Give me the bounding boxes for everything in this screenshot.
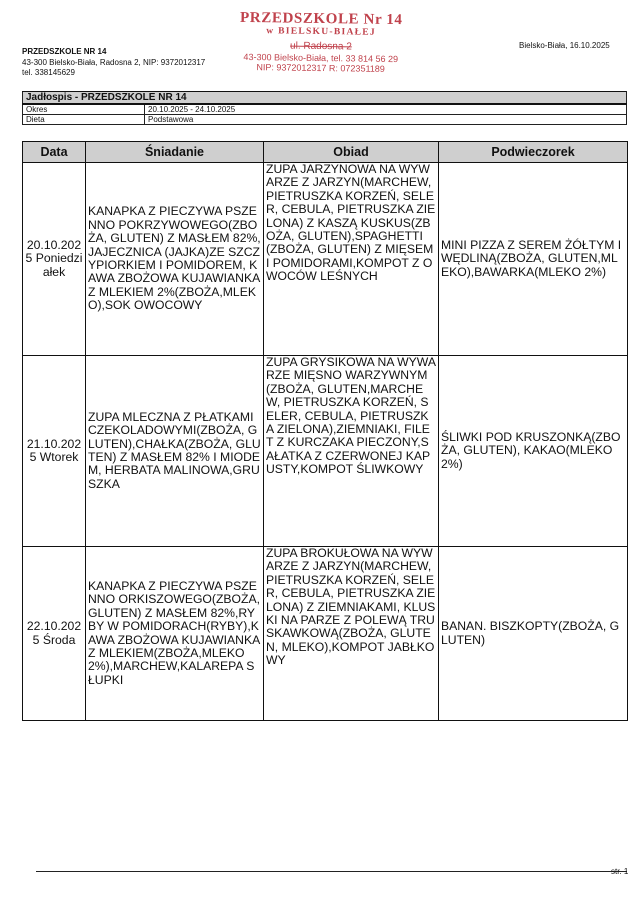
- lunch-cell: ZUPA JARZYNOWA NA WYWARZE Z JARZYN(MARCHEW, PIETRUSZKA KORZEŃ, SELER, CEBULA, PIETRUSZKA ZIELONA) Z KASZĄ KUSKUS(ZBOŻA, GLUTEN),SPAGHETTI (ZBOŻA, GLUTEN) Z MIĘSEM I POMIDORAMI,KOMPOT Z OWOCÓW LEŚNYCH: [264, 163, 439, 356]
- page-number: str. 1: [611, 867, 629, 876]
- header-address-block: [22, 47, 205, 79]
- day-date: 22.10.2025 Środa: [23, 547, 86, 721]
- table-row: [23, 163, 628, 356]
- diet-value: Podstawowa: [145, 115, 627, 125]
- snack-cell: ŚLIWKI POD KRUSZONKĄ(ZBOŻA, GLUTEN), KAKAO(MLEKO 2%): [439, 356, 628, 547]
- header-date: Data: [23, 142, 86, 163]
- snack-cell: MINI PIZZA Z SEREM ŻÓŁTYM I WĘDLINĄ(ZBOŻA, GLUTEN,MLEKO),BAWARKA(MLEKO 2%): [439, 163, 628, 356]
- day-date: 21.10.2025 Wtorek: [23, 356, 86, 547]
- stamp-line-5: NIP: 9372012317 R: 072351189: [256, 61, 385, 74]
- institution-stamp: [236, 11, 407, 74]
- breakfast-cell: KANAPKA Z PIECZYWA PSZENNO ORKISZOWEGO(ZBOŻA, GLUTEN) Z MASŁEM 82%,RYBY W POMIDORACH(RYBY),KAWA ZBOŻOWA KUJAWIANKA Z MLEKIEM(ZBOŻA,MLEKO 2%),MARCHEW,KALAREPA SŁUPKI: [86, 547, 264, 721]
- menu-title: Jadłospis - PRZEDSZKOLE NR 14: [23, 92, 627, 105]
- stamp-line-3: ul. Radosna 2: [290, 40, 352, 52]
- period-value: 20.10.2025 - 24.10.2025: [145, 104, 627, 115]
- menu-header-row: [23, 142, 628, 163]
- document-date: Bielsko-Biała, 16.10.2025: [519, 41, 610, 50]
- header-snack: Podwieczorek: [439, 142, 628, 163]
- institution-name: PRZEDSZKOLE NR 14: [22, 47, 107, 56]
- menu-info-table: [22, 91, 627, 125]
- stamp-line-1: PRZEDSZKOLE Nr 14: [239, 9, 403, 29]
- menu-table: [22, 141, 628, 721]
- info-title-row: [23, 92, 627, 105]
- stamp-line-2: w BIELSKU-BIAŁEJ: [266, 26, 377, 38]
- diet-label: Dieta: [23, 115, 145, 125]
- day-date: 20.10.2025 Poniedziałek: [23, 163, 86, 356]
- lunch-cell: ZUPA BROKUŁOWA NA WYWARZE Z JARZYN(MARCHEW, PIETRUSZKA KORZEŃ, SELER, CEBULA, PIETRUSZKA ZIELONA) Z ZIEMNIAKAMI, KLUSKI NA PARZE Z POLEWĄ TRUSKAWKOWĄ(ZBOŻA, GLUTEN, MLEKO),KOMPOT JABŁKOWY: [264, 547, 439, 721]
- footer-divider: [36, 871, 627, 872]
- breakfast-cell: ZUPA MLECZNA Z PŁATKAMI CZEKOLADOWYMI(ZBOŻA, GLUTEN),CHAŁKA(ZBOŻA, GLUTEN) Z MASŁEM 82% I MIODEM, HERBATA MALINOWA,GRUSZKA: [86, 356, 264, 547]
- table-row: [23, 547, 628, 721]
- table-row: [23, 356, 628, 547]
- period-label: Okres: [23, 104, 145, 115]
- institution-address: 43-300 Bielsko-Biała, Radosna 2, NIP: 9372012317: [22, 57, 206, 67]
- snack-cell: BANAN. BISZKOPTY(ZBOŻA, GLUTEN): [439, 547, 628, 721]
- header-lunch: Obiad: [264, 142, 439, 163]
- breakfast-cell: KANAPKA Z PIECZYWA PSZENNO POKRZYWOWEGO(ZBOŻA, GLUTEN) Z MASŁEM 82%,JAJECZNICA (JAJKA)ZE SZCZYPIORKIEM I POMIDOREM, KAWA ZBOŻOWA KUJAWIANKA Z MLEKIEM 2%(ZBOŻA,MLEKO),SOK OWOCOWY: [86, 163, 264, 356]
- info-row-period: [23, 104, 627, 115]
- stamp-line-4: 43-300 Bielsko-Biała, tel. 33 814 56 29: [243, 51, 399, 64]
- institution-phone: tel. 338145629: [22, 68, 75, 77]
- header-breakfast: Śniadanie: [86, 142, 264, 163]
- info-row-diet: [23, 115, 627, 125]
- lunch-cell: ZUPA GRYSIKOWA NA WYWARZE MIĘSNO WARZYWNYM(ZBOŻA, GLUTEN,MARCHEW, PIETRUSZKA KORZEŃ, SELER, CEBULA, PIETRUSZKA ZIELONA),ZIEMNIAKI, FILET Z KURCZAKA PIECZONY,SAŁATKA Z CZERWONEJ KAPUSTY,KOMPOT ŚLIWKOWY: [264, 356, 439, 547]
